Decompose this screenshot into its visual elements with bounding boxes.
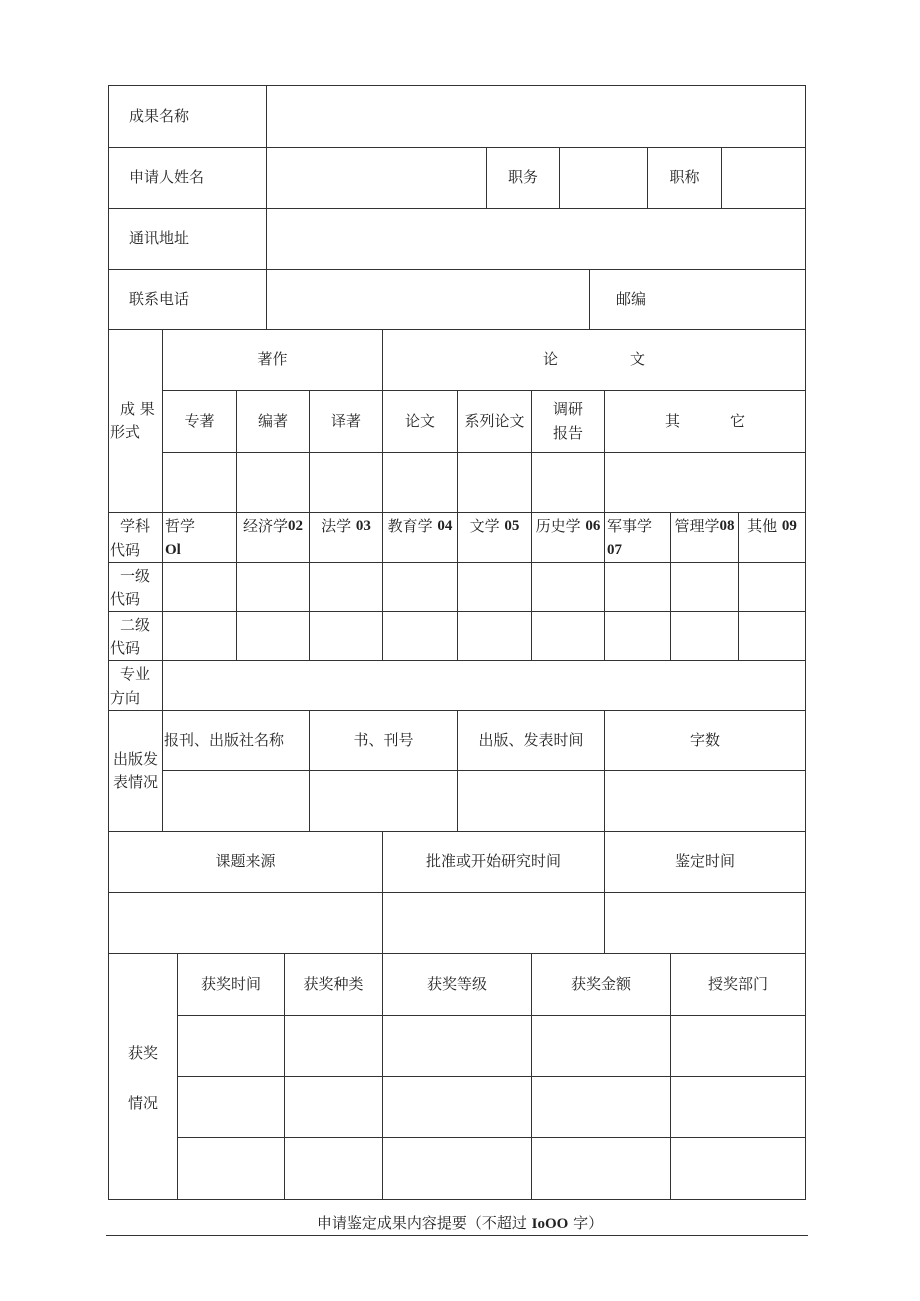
award-cell[interactable] (382, 1076, 532, 1138)
level2-code-cell[interactable] (382, 611, 458, 661)
summary-note-prefix: 申请鉴定成果内容提要（不超过 (316, 1214, 532, 1232)
level2-code-cell[interactable] (738, 611, 806, 661)
level1-code-label-line1: 一级 (120, 566, 151, 585)
award-department-header: 授奖部门 (670, 953, 806, 1016)
awards-label (108, 953, 178, 1200)
award-cell[interactable] (531, 1137, 671, 1200)
discipline-name: 教育学 (387, 517, 433, 535)
compilation-cell[interactable] (236, 452, 310, 513)
awards-label-line2: 情况 (128, 1094, 159, 1112)
research-start-time-cell[interactable] (382, 892, 605, 954)
award-level-header: 获奖等级 (382, 953, 532, 1016)
discipline-military (604, 512, 671, 563)
postcode-label: 邮编 (589, 269, 806, 330)
level2-code-cell[interactable] (236, 611, 310, 661)
discipline-code: 03 (355, 518, 371, 534)
level2-code-cell[interactable] (670, 611, 739, 661)
achievement-name-field[interactable] (266, 85, 806, 148)
discipline-code: 07 (607, 541, 622, 558)
award-amount-header: 获奖金额 (531, 953, 671, 1016)
level2-code-cell[interactable] (457, 611, 532, 661)
discipline-literature (457, 512, 532, 563)
discipline-economics (236, 512, 310, 563)
level1-code-cell[interactable] (162, 562, 237, 612)
applicant-name-label: 申请人姓名 (108, 147, 267, 209)
title-label: 职称 (647, 147, 722, 209)
discipline-name: 历史学 (535, 517, 581, 535)
level1-code-cell[interactable] (236, 562, 310, 612)
phone-label: 联系电话 (108, 269, 267, 330)
sub-research-report-header (531, 390, 605, 453)
level1-code-cell[interactable] (604, 562, 671, 612)
summary-note-number: IoOO (531, 1216, 569, 1232)
summary-note-suffix: 字） (568, 1214, 604, 1232)
level2-code-cell[interactable] (604, 611, 671, 661)
level2-code-cell[interactable] (162, 611, 237, 661)
position-label: 职务 (486, 147, 560, 209)
publish-time-cell[interactable] (457, 770, 605, 832)
summary-divider (106, 1235, 808, 1236)
project-source-header: 课题来源 (108, 831, 383, 893)
award-cell[interactable] (284, 1137, 383, 1200)
level1-code-label-line2: 代码 (110, 590, 141, 608)
sub-compilation-header: 编著 (236, 390, 310, 453)
word-count-cell[interactable] (604, 770, 806, 832)
award-time-header: 获奖时间 (177, 953, 285, 1016)
project-source-cell[interactable] (108, 892, 383, 954)
discipline-code: 02 (288, 518, 303, 534)
level1-code-cell[interactable] (457, 562, 532, 612)
discipline-name: 经济学 (242, 517, 288, 535)
sub-paper-header: 论文 (382, 390, 458, 453)
sub-series-paper-header: 系列论文 (457, 390, 532, 453)
level2-code-label-line1: 二级 (120, 615, 151, 634)
publication-label-line2: 表情况 (112, 773, 158, 791)
position-field[interactable] (559, 147, 648, 209)
award-cell[interactable] (284, 1015, 383, 1077)
publisher-header: 报刊、出版社名称 (162, 710, 310, 771)
level1-code-label (108, 562, 163, 612)
achievement-form-label-line1: 成 果 (120, 399, 155, 418)
level2-code-cell[interactable] (309, 611, 383, 661)
publication-label (108, 710, 163, 832)
works-header: 著作 (162, 329, 383, 391)
discipline-history (531, 512, 605, 563)
research-start-time-header: 批准或开始研究时间 (382, 831, 605, 893)
discipline-name: 哲学 (165, 517, 196, 536)
publisher-cell[interactable] (162, 770, 310, 832)
award-cell[interactable] (531, 1076, 671, 1138)
level2-code-label-line2: 代码 (110, 639, 141, 657)
discipline-philosophy (162, 512, 237, 563)
level1-code-cell[interactable] (738, 562, 806, 612)
appraisal-time-cell[interactable] (604, 892, 806, 954)
discipline-code: 08 (719, 518, 735, 534)
award-cell[interactable] (670, 1076, 806, 1138)
sub-other-header (604, 390, 806, 453)
award-cell[interactable] (531, 1015, 671, 1077)
sub-translation-header: 译著 (309, 390, 383, 453)
level2-code-cell[interactable] (531, 611, 605, 661)
discipline-management (670, 512, 739, 563)
summary-note (0, 1212, 920, 1233)
discipline-code-label-line1: 学科 (120, 517, 151, 536)
level1-code-cell[interactable] (382, 562, 458, 612)
sub-monograph-header: 专著 (162, 390, 237, 453)
achievement-form-label (108, 329, 163, 513)
award-cell[interactable] (177, 1015, 285, 1077)
level2-code-label (108, 611, 163, 661)
address-field[interactable] (266, 208, 806, 270)
series-paper-cell[interactable] (457, 452, 532, 513)
discipline-code: Ol (165, 541, 181, 558)
paper-header-char2: 文 (630, 350, 646, 369)
sub-research-report-line2: 报告 (552, 423, 583, 442)
level1-code-cell[interactable] (531, 562, 605, 612)
other-cell[interactable] (604, 452, 806, 513)
publication-label-line1: 出版发 (112, 749, 158, 768)
award-cell[interactable] (382, 1137, 532, 1200)
award-cell[interactable] (670, 1137, 806, 1200)
paper-cell[interactable] (382, 452, 458, 513)
awards-label-line1: 获奖 (128, 1044, 159, 1062)
discipline-code: 05 (504, 518, 520, 534)
sub-other-char1: 其 (664, 411, 680, 430)
book-number-header: 书、刊号 (309, 710, 458, 771)
monograph-cell[interactable] (162, 452, 237, 513)
discipline-law (309, 512, 383, 563)
level1-code-cell[interactable] (670, 562, 739, 612)
achievement-form-label-line2: 形式 (110, 423, 141, 441)
discipline-name: 管理学 (674, 517, 720, 535)
paper-header-char1: 论 (542, 350, 558, 369)
major-direction-label-line2: 方向 (110, 688, 141, 707)
sub-other-char2: 它 (730, 411, 746, 430)
discipline-name: 文学 (469, 517, 500, 535)
discipline-code: 04 (437, 518, 453, 534)
discipline-name: 其他 (747, 517, 778, 535)
major-direction-label-line1: 专业 (120, 665, 151, 684)
phone-field[interactable] (266, 269, 590, 330)
major-direction-label (108, 660, 163, 711)
applicant-name-field[interactable] (266, 147, 487, 209)
address-label: 通讯地址 (108, 208, 267, 270)
discipline-name: 军事学 (607, 517, 653, 536)
translation-cell[interactable] (309, 452, 383, 513)
award-cell[interactable] (670, 1015, 806, 1077)
paper-header (382, 329, 806, 391)
achievement-name-label: 成果名称 (108, 85, 267, 148)
discipline-code: 06 (585, 518, 601, 534)
level1-code-cell[interactable] (309, 562, 383, 612)
discipline-education (382, 512, 458, 563)
sub-research-report-line1: 调研 (552, 400, 583, 419)
title-field[interactable] (721, 147, 806, 209)
research-report-cell[interactable] (531, 452, 605, 513)
book-number-cell[interactable] (309, 770, 458, 832)
discipline-name: 法学 (321, 517, 352, 535)
publish-time-header: 出版、发表时间 (457, 710, 605, 771)
award-cell[interactable] (177, 1137, 285, 1200)
appraisal-time-header: 鉴定时间 (604, 831, 806, 893)
award-type-header: 获奖种类 (284, 953, 383, 1016)
award-cell[interactable] (382, 1015, 532, 1077)
word-count-header: 字数 (604, 710, 806, 771)
award-cell[interactable] (177, 1076, 285, 1138)
discipline-code: 09 (781, 518, 797, 534)
discipline-other (738, 512, 806, 563)
award-cell[interactable] (284, 1076, 383, 1138)
discipline-code-label-line2: 代码 (110, 540, 141, 559)
major-direction-field[interactable] (162, 660, 806, 711)
discipline-code-label (108, 512, 163, 563)
